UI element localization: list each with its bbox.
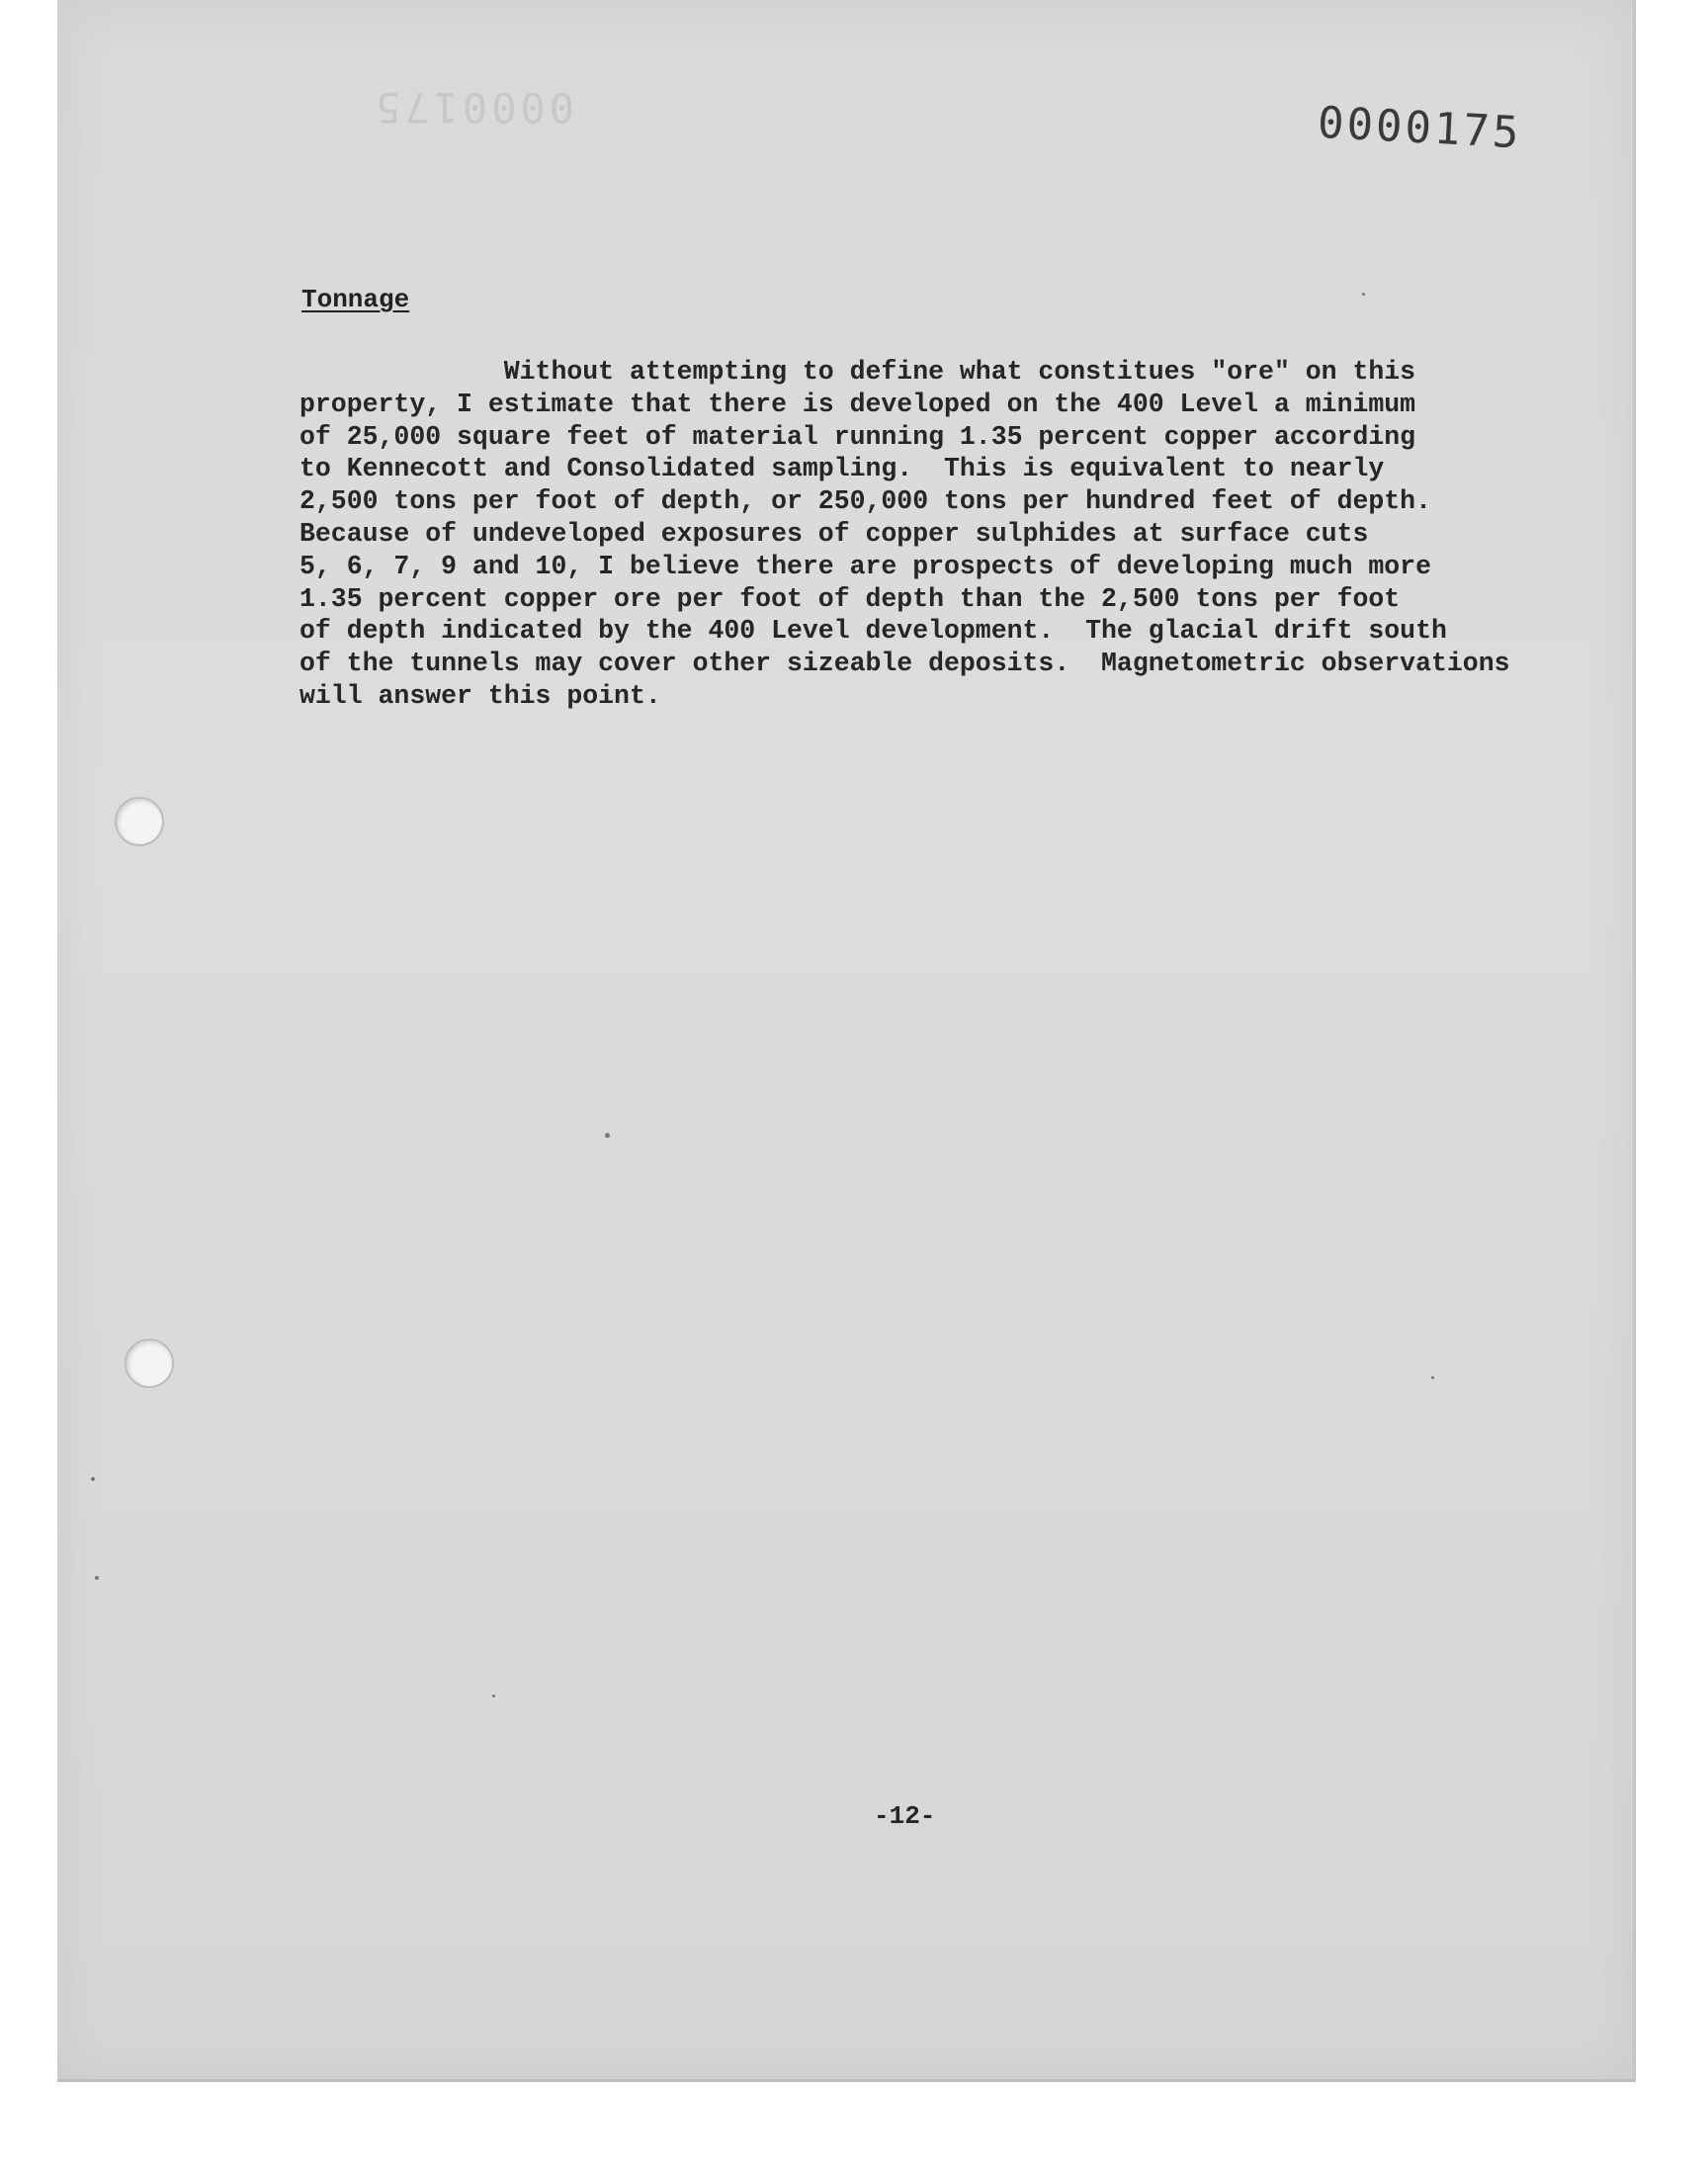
body-line: of 25,000 square feet of material running 1.35 percent copper according: [299, 421, 1416, 452]
body-line: 2,500 tons per foot of depth, or 250,000 tons per hundred feet of depth.: [299, 486, 1431, 517]
speck: [91, 1477, 95, 1481]
body-line: 1.35 percent copper ore per foot of depth than the 2,500 tons per foot: [299, 583, 1401, 614]
body-paragraph: [299, 356, 1584, 713]
document-stamp-number: 0000175: [1316, 97, 1523, 159]
punch-hole: [125, 1339, 174, 1388]
punch-hole: [115, 797, 164, 846]
body-line: of depth indicated by the 400 Level development. The glacial drift south: [299, 616, 1447, 647]
faint-stamp-number: 0000175: [372, 83, 575, 131]
body-line: Without attempting to define what constitues "ore" on this: [299, 357, 1416, 387]
body-line: will answer this point.: [299, 680, 661, 711]
speck: [95, 1576, 99, 1580]
body-line: property, I estimate that there is developed on the 400 Level a minimum: [299, 389, 1416, 419]
speck: [605, 1133, 610, 1138]
body-line: to Kennecott and Consolidated sampling. This is equivalent to nearly: [299, 454, 1385, 484]
section-heading: Tonnage: [301, 285, 410, 314]
body-line: of the tunnels may cover other sizeable deposits. Magnetometric observations: [299, 649, 1510, 679]
speck: [1362, 293, 1365, 296]
body-line: 5, 6, 7, 9 and 10, I believe there are prospects of developing much more: [299, 551, 1431, 581]
speck: [492, 1695, 495, 1697]
page-number: -12-: [874, 1801, 936, 1831]
body-line: Because of undeveloped exposures of copper sulphides at surface cuts: [299, 518, 1369, 549]
document-page: [57, 0, 1636, 2082]
speck: [1431, 1376, 1434, 1379]
